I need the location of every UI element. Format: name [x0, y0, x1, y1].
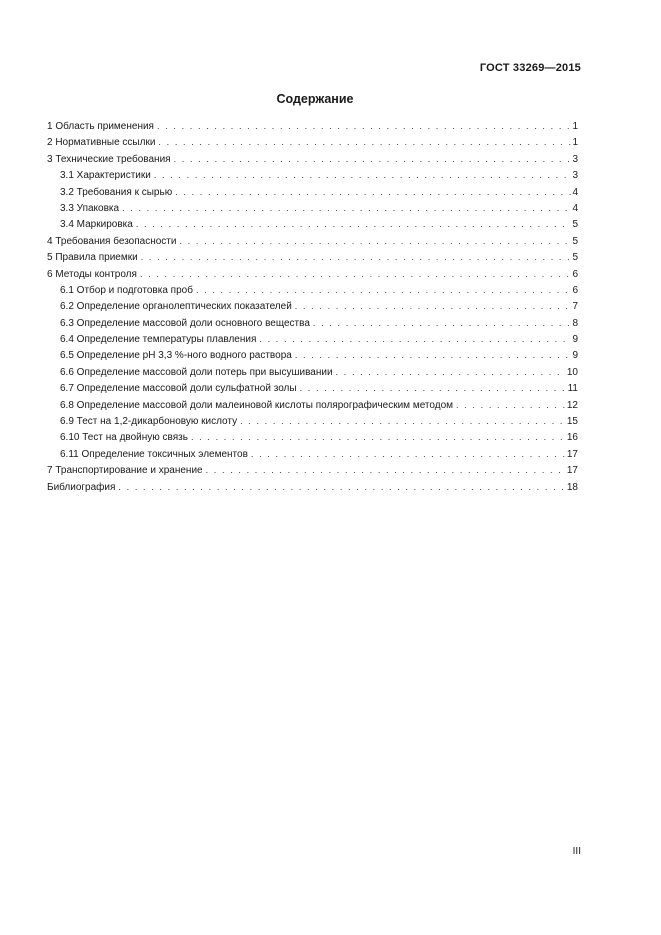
- toc-dot-leader: [118, 479, 565, 495]
- toc-entry-label: 6 Методы контроля: [47, 268, 137, 280]
- toc-entry-page: 1: [572, 137, 578, 149]
- toc-entry-page: 9: [572, 334, 578, 346]
- toc-entry[interactable]: [47, 298, 578, 314]
- toc-dot-leader: [206, 462, 566, 478]
- toc-entry-page: 16: [566, 432, 578, 444]
- toc-entry[interactable]: [47, 200, 578, 216]
- toc-entry-label: 3.3 Упаковка: [60, 202, 120, 214]
- toc-entry-page: 4: [572, 186, 578, 198]
- toc-dot-leader: [336, 364, 566, 380]
- standard-code: ГОСТ 33269—2015: [479, 62, 581, 74]
- toc-entry-label: 6.9 Тест на 1,2-дикарбоновую кислоту: [60, 416, 238, 428]
- toc-entry-page: 5: [572, 252, 578, 264]
- toc-entry-label: 6.11 Определение токсичных элементов: [60, 448, 248, 460]
- toc-entry[interactable]: [47, 347, 578, 363]
- toc-entry-page: 3: [572, 153, 578, 165]
- toc-entry[interactable]: [47, 233, 578, 249]
- toc-dot-leader: [158, 134, 571, 150]
- toc-entry[interactable]: [47, 266, 578, 282]
- toc-dot-leader: [456, 397, 566, 413]
- toc-entry[interactable]: [47, 397, 578, 413]
- toc-entry-label: Библиография: [47, 481, 116, 493]
- toc-dot-leader: [295, 298, 572, 314]
- toc-entry[interactable]: [47, 413, 578, 429]
- toc-entry[interactable]: [47, 118, 578, 134]
- toc-dot-leader: [141, 249, 572, 265]
- toc-dot-leader: [191, 429, 566, 445]
- toc-title: Содержание: [276, 92, 354, 106]
- toc-dot-leader: [259, 331, 571, 347]
- toc-entry-page: 1: [572, 121, 578, 132]
- toc-dot-leader: [196, 282, 572, 298]
- toc-entry-page: 7: [572, 301, 578, 313]
- toc-entry[interactable]: [47, 380, 578, 396]
- toc-entry-label: 1 Область применения: [47, 121, 154, 132]
- toc-entry-page: 6: [572, 284, 578, 296]
- toc-entry-label: 3 Технические требования: [47, 153, 171, 165]
- toc-entry-page: 11: [567, 383, 578, 395]
- toc-dot-leader: [240, 413, 566, 429]
- toc-entry[interactable]: [47, 315, 578, 331]
- toc-entry-label: 6.3 Определение массовой доли основного вещества: [60, 317, 310, 329]
- toc-entry-page: 17: [566, 448, 578, 460]
- toc-dot-leader: [179, 233, 571, 249]
- toc-entry-page: 15: [566, 416, 578, 428]
- toc-dot-leader: [175, 184, 571, 200]
- toc-entry[interactable]: [47, 151, 578, 167]
- table-of-contents: [47, 118, 578, 495]
- toc-entry-page: 6: [572, 268, 578, 280]
- toc-entry[interactable]: [47, 429, 578, 445]
- toc-entry-label: 3.4 Маркировка: [60, 219, 133, 231]
- toc-entry-page: 12: [566, 399, 578, 411]
- toc-entry[interactable]: [47, 216, 578, 232]
- toc-entry-label: 6.8 Определение массовой доли малеиновой кислоты полярографическим методом: [60, 399, 454, 411]
- page-number: III: [572, 846, 581, 857]
- toc-entry-page: 18: [566, 481, 578, 493]
- toc-entry-label: 3.1 Характеристики: [60, 170, 151, 182]
- toc-entry[interactable]: [47, 282, 578, 298]
- toc-entry[interactable]: [47, 462, 578, 478]
- toc-dot-leader: [154, 167, 572, 183]
- toc-entry-label: 5 Правила приемки: [47, 252, 138, 264]
- toc-entry-label: 6.6 Определение массовой доли потерь при высушивании: [60, 366, 333, 378]
- toc-entry-page: 10: [566, 366, 578, 378]
- toc-entry-label: 7 Транспортирование и хранение: [47, 465, 203, 477]
- toc-entry[interactable]: [47, 167, 578, 183]
- toc-entry[interactable]: [47, 249, 578, 265]
- toc-entry-page: 5: [572, 219, 578, 231]
- toc-entry-label: 6.1 Отбор и подготовка проб: [60, 284, 193, 296]
- toc-entry[interactable]: [47, 184, 578, 200]
- toc-entry[interactable]: [47, 479, 578, 495]
- toc-dot-leader: [174, 151, 572, 167]
- toc-dot-leader: [157, 118, 571, 134]
- toc-entry-label: 6.2 Определение органолептических показателей: [60, 301, 292, 313]
- toc-dot-leader: [122, 200, 571, 216]
- toc-entry-label: 6.4 Определение температуры плавления: [60, 334, 257, 346]
- toc-dot-leader: [300, 380, 567, 396]
- toc-entry-page: 5: [572, 235, 578, 247]
- toc-entry-page: 9: [572, 350, 578, 362]
- toc-entry-label: 3.2 Требования к сырью: [60, 186, 173, 198]
- toc-entry-label: 6.10 Тест на двойную связь: [60, 432, 188, 444]
- toc-entry-page: 4: [572, 202, 578, 214]
- toc-dot-leader: [251, 446, 566, 462]
- toc-dot-leader: [140, 266, 572, 282]
- toc-entry-page: 3: [572, 170, 578, 182]
- toc-entry[interactable]: [47, 331, 578, 347]
- toc-entry[interactable]: [47, 364, 578, 380]
- toc-dot-leader: [136, 216, 572, 232]
- toc-dot-leader: [295, 347, 572, 363]
- toc-entry-label: 6.5 Определение рН 3,3 %-ного водного раствора: [60, 350, 292, 362]
- toc-entry[interactable]: [47, 446, 578, 462]
- toc-entry-label: 6.7 Определение массовой доли сульфатной золы: [60, 383, 297, 395]
- toc-entry-page: 17: [566, 465, 578, 477]
- toc-entry-label: 2 Нормативные ссылки: [47, 137, 156, 149]
- toc-entry[interactable]: [47, 134, 578, 150]
- toc-entry-label: 4 Требования безопасности: [47, 235, 177, 247]
- toc-dot-leader: [313, 315, 572, 331]
- toc-entry-page: 8: [572, 317, 578, 329]
